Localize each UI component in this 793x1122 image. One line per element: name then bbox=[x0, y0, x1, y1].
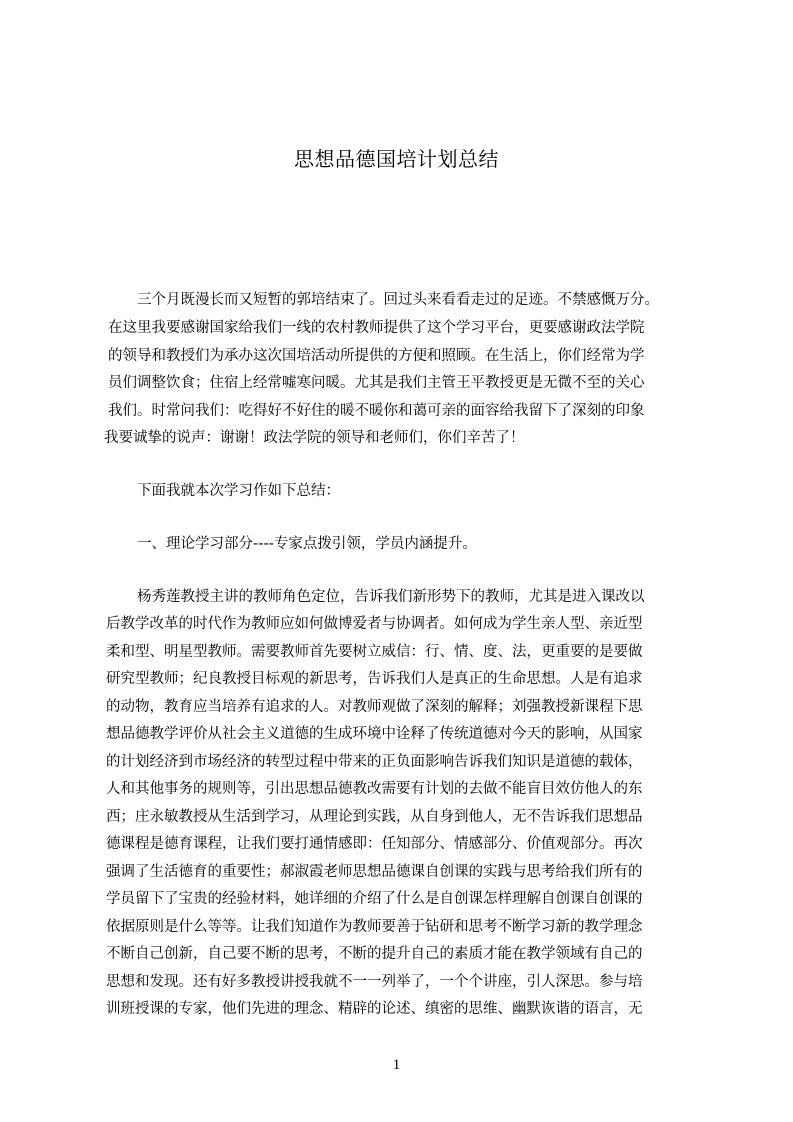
paragraph-line: 西；庄永敏教授从生活到学习，从理论到实践，从自身到他人，无不告诉我们思想品 bbox=[106, 809, 643, 825]
paragraph-line: 的领导和教授们为承办这次国培活动所提供的方便和照顾。在生活上，你们经常为学 bbox=[108, 348, 645, 364]
paragraph-line: 德课程是德育课程，让我们要打通情感即：任知部分、情感部分、价值观部分。再次 bbox=[106, 836, 643, 852]
paragraph-line: 杨秀莲教授主讲的教师角色定位，告诉我们新形势下的教师，尤其是进入课改以 bbox=[137, 589, 645, 605]
paragraph-line: 研究型教师；纪良教授目标观的新思考，告诉我们人是真正的生命思想。人是有追求 bbox=[106, 671, 643, 687]
paragraph-line: 我要诚挚的说声：谢谢！政法学院的领导和老师们，你们辛苦了！ bbox=[104, 430, 525, 446]
paragraph-line: 思想和发现。还有好多教授讲授我就不一一列举了，一个个讲座，引人深思。参与培 bbox=[106, 974, 643, 990]
paragraph-line: 强调了生活德育的重要性；郝淑霞老师思想品德课自创课的实践与思考给我们所有的 bbox=[106, 864, 643, 880]
paragraph-line: 人和其他事务的规则等，引出思想品德教改需要有计划的去做不能盲目效仿他人的东 bbox=[106, 781, 643, 797]
paragraph-line: 学员留下了宝贵的经验材料，她详细的介绍了什么是自创课怎样理解自创课自创课的 bbox=[106, 891, 643, 907]
paragraph-line: 不断自己创新，自己要不断的思考，不断的提升自己的素质才能在教学领域有自己的 bbox=[106, 946, 643, 962]
paragraph-line: 在这里我要感谢国家给我们一线的农村教师提供了这个学习平台，更要感谢政法学院 bbox=[108, 320, 645, 336]
paragraph-line: 想品德教学评价从社会主义道德的生成环境中诠释了传统道德对今天的影响，从国家 bbox=[106, 726, 643, 742]
paragraph-line: 的动物，教育应当培养有追求的人。对教师观做了深刻的解释；刘强教授新课程下思 bbox=[106, 699, 643, 715]
paragraph-line: 依据原则是什么等等。让我们知道作为教师要善于钻研和思考不断学习新的教学理念 bbox=[106, 919, 643, 935]
paragraph-line: 柔和型、明星型教师。需要教师首先要树立威信：行、情、度、法，更重要的是要做 bbox=[106, 644, 643, 660]
paragraph-line: 的计划经济到市场经济的转型过程中带来的正负面影响告诉我们知识是道德的载体， bbox=[106, 754, 643, 770]
paragraph-line: 后教学改革的时代作为教师应如何做博爱者与协调者。如何成为学生亲人型、亲近型 bbox=[106, 616, 643, 632]
document-title: 思想品德国培计划总结 bbox=[294, 147, 499, 171]
section-heading: 一、理论学习部分----专家点拨引领，学员内涵提升。 bbox=[137, 536, 477, 552]
paragraph-line: 训班授课的专家，他们先进的理念、精辟的论述、缜密的思维、幽默诙谐的语言，无 bbox=[106, 1001, 643, 1017]
page-number: 1 bbox=[392, 1057, 401, 1073]
paragraph-line: 员们调整饮食；住宿上经常嘘寒问暖。尤其是我们主管王平教授更是无微不至的关心 bbox=[108, 375, 645, 391]
paragraph-line: 三个月既漫长而又短暂的郭培结束了。回过头来看看走过的足迹。不禁感慨万分。 bbox=[137, 292, 659, 308]
paragraph-line: 我们。时常问我们：吃得好不好住的暖不暖你和蔼可亲的面容给我留下了深刻的印象 bbox=[108, 403, 645, 419]
summary-intro: 下面我就本次学习作如下总结： bbox=[137, 483, 340, 499]
